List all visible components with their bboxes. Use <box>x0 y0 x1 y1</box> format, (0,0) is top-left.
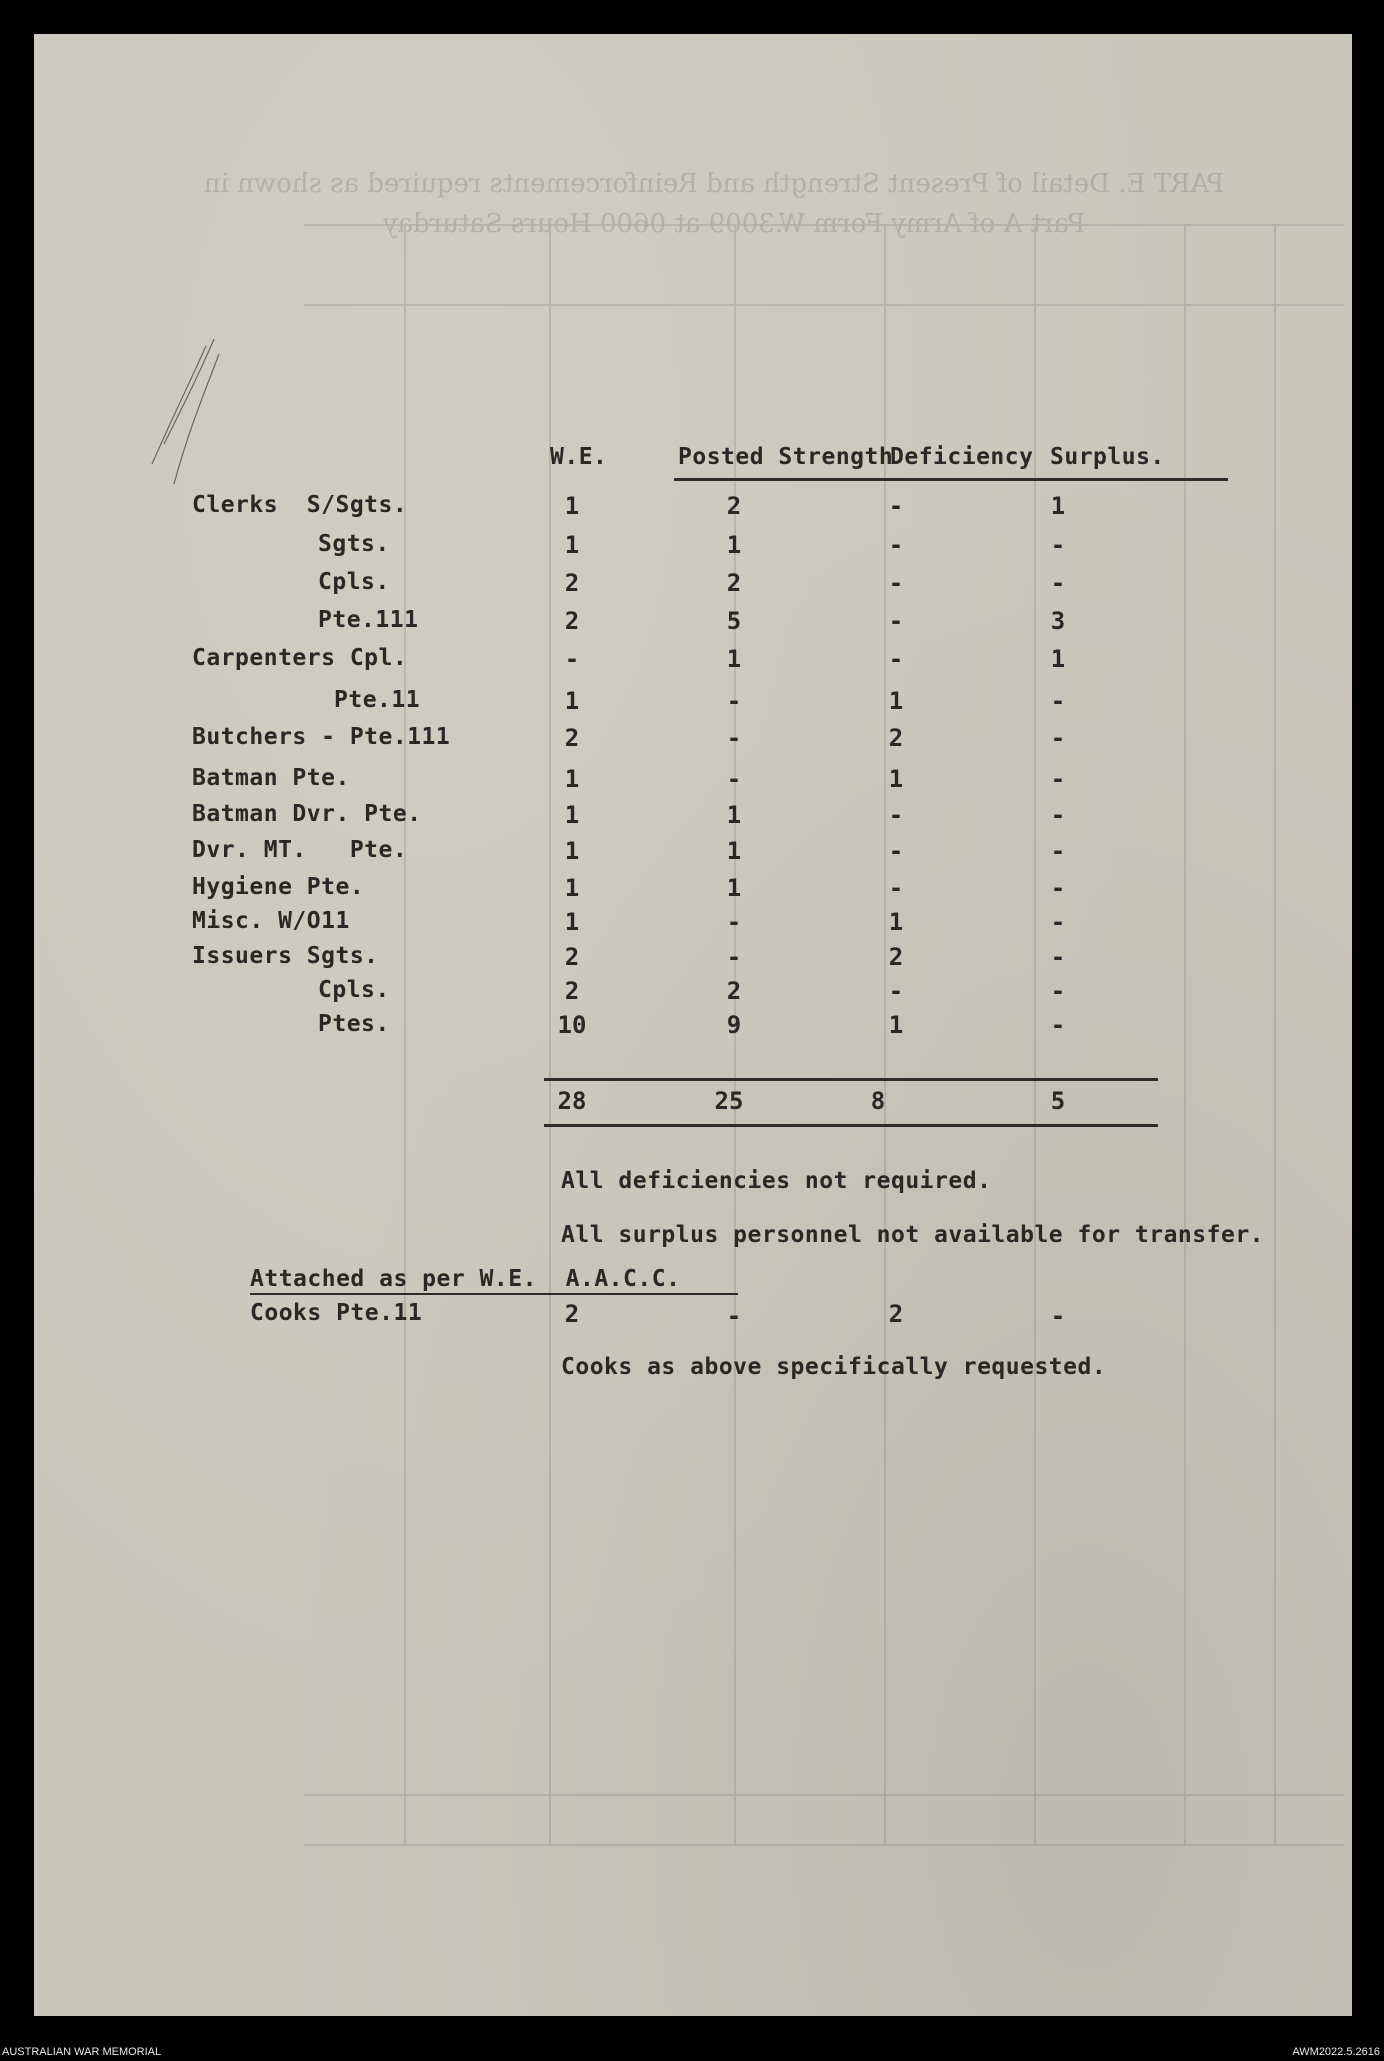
row-surplus-cell: - <box>1050 1011 1066 1039</box>
row-label: Pte.11 <box>334 687 421 713</box>
row-posted-cell: - <box>726 943 742 971</box>
row-label: Clerks S/Sgts. <box>192 492 408 518</box>
row-we-cell: 2 <box>564 977 580 1005</box>
row-deficiency-cell: 1 <box>888 765 904 793</box>
row-posted-cell: 1 <box>726 645 742 673</box>
row-posted-cell: 1 <box>726 837 742 865</box>
attached-heading: Attached as per W.E. A.A.C.C. <box>250 1266 681 1292</box>
header-posted-strength: Posted Strength <box>678 444 894 470</box>
ghost-title-line-2: Part A of Army Form W.3009 at 0600 Hours Saturday <box>382 209 1086 239</box>
row-we-cell: 1 <box>564 531 580 559</box>
row-posted-cell: - <box>726 724 742 752</box>
row-surplus-cell: - <box>1050 687 1066 715</box>
row-deficiency-cell: 1 <box>888 687 904 715</box>
row-we-cell: 2 <box>564 607 580 635</box>
row-deficiency-cell: - <box>888 645 904 673</box>
row-surplus-cell: - <box>1050 874 1066 902</box>
row-surplus-cell: - <box>1050 724 1066 752</box>
note-deficiencies: All deficiencies not required. <box>561 1168 992 1194</box>
row-surplus-cell: 1 <box>1050 492 1066 520</box>
attached-label: Cooks Pte.11 <box>250 1300 423 1326</box>
row-deficiency-cell: - <box>888 874 904 902</box>
row-we-cell: 2 <box>564 724 580 752</box>
row-label: Cpls. <box>318 569 390 595</box>
attached-posted: - <box>726 1302 742 1330</box>
total-rule-bottom <box>544 1124 1158 1127</box>
row-posted-cell: - <box>726 908 742 936</box>
cooks-note: Cooks as above specifically requested. <box>561 1354 1107 1380</box>
reverse-side-bleed-through <box>34 34 1352 2016</box>
pencil-mark <box>144 334 224 494</box>
header-underline <box>674 478 1228 481</box>
row-we-cell: - <box>564 645 580 673</box>
row-label: Misc. W/O11 <box>192 908 350 934</box>
footer-credit: AUSTRALIAN WAR MEMORIAL <box>2 2046 162 2058</box>
note-surplus: All surplus personnel not available for transfer. <box>561 1222 1265 1248</box>
row-surplus-cell: - <box>1050 531 1066 559</box>
row-surplus-cell: - <box>1050 837 1066 865</box>
header-surplus: Surplus. <box>1050 444 1165 470</box>
row-surplus-cell: - <box>1050 801 1066 829</box>
row-we-cell: 1 <box>564 765 580 793</box>
row-we-cell: 1 <box>564 687 580 715</box>
row-we-cell: 1 <box>564 492 580 520</box>
attached-heading-underline <box>250 1293 738 1295</box>
header-we: W.E. <box>550 444 608 470</box>
row-deficiency-cell: - <box>888 837 904 865</box>
row-label: Issuers Sgts. <box>192 943 379 969</box>
row-posted-cell: 2 <box>726 569 742 597</box>
row-label: Cpls. <box>318 977 390 1003</box>
row-deficiency-cell: - <box>888 977 904 1005</box>
total-we: 28 <box>557 1087 587 1115</box>
row-surplus-cell: 3 <box>1050 607 1066 635</box>
row-posted-cell: 5 <box>726 607 742 635</box>
row-posted-cell: 1 <box>726 874 742 902</box>
row-surplus-cell: 1 <box>1050 645 1066 673</box>
row-posted-cell: 1 <box>726 801 742 829</box>
row-label: Sgts. <box>318 531 390 557</box>
row-label: Butchers - Pte.111 <box>192 724 451 750</box>
row-posted-cell: 2 <box>726 492 742 520</box>
row-deficiency-cell: 2 <box>888 724 904 752</box>
row-label: Batman Dvr. Pte. <box>192 801 422 827</box>
row-posted-cell: - <box>726 765 742 793</box>
row-posted-cell: 1 <box>726 531 742 559</box>
ghost-title-line-1: PART E. Detail of Present Strength and Reinforcements required as shown in <box>203 169 1225 199</box>
header-deficiency: Deficiency <box>890 444 1034 470</box>
row-deficiency-cell: 1 <box>888 908 904 936</box>
row-posted-cell: 2 <box>726 977 742 1005</box>
footer-accession-number: AWM2022.5.2616 <box>1292 2046 1380 2058</box>
row-we-cell: 2 <box>564 569 580 597</box>
row-posted-cell: 9 <box>726 1011 742 1039</box>
row-we-cell: 2 <box>564 943 580 971</box>
total-rule-top <box>544 1078 1158 1081</box>
row-surplus-cell: - <box>1050 943 1066 971</box>
row-deficiency-cell: - <box>888 569 904 597</box>
total-posted: 25 <box>714 1087 744 1115</box>
row-we-cell: 1 <box>564 874 580 902</box>
attached-surplus: - <box>1050 1302 1066 1330</box>
row-label: Carpenters Cpl. <box>192 645 408 671</box>
row-we-cell: 10 <box>557 1011 587 1039</box>
row-deficiency-cell: 2 <box>888 943 904 971</box>
row-label: Dvr. MT. Pte. <box>192 837 408 863</box>
row-label: Pte.111 <box>318 607 419 633</box>
total-deficiency: 8 <box>870 1087 886 1115</box>
total-surplus: 5 <box>1050 1087 1066 1115</box>
row-we-cell: 1 <box>564 801 580 829</box>
document-sheet <box>34 34 1352 2016</box>
row-surplus-cell: - <box>1050 908 1066 936</box>
row-deficiency-cell: - <box>888 801 904 829</box>
row-label: Batman Pte. <box>192 765 350 791</box>
row-deficiency-cell: 1 <box>888 1011 904 1039</box>
row-label: Hygiene Pte. <box>192 874 365 900</box>
row-we-cell: 1 <box>564 908 580 936</box>
row-deficiency-cell: - <box>888 607 904 635</box>
attached-deficiency: 2 <box>888 1300 904 1328</box>
row-deficiency-cell: - <box>888 492 904 520</box>
archive-footer-bar <box>0 2016 1384 2061</box>
attached-we: 2 <box>564 1300 580 1328</box>
row-deficiency-cell: - <box>888 531 904 559</box>
row-surplus-cell: - <box>1050 569 1066 597</box>
row-posted-cell: - <box>726 687 742 715</box>
row-we-cell: 1 <box>564 837 580 865</box>
row-surplus-cell: - <box>1050 765 1066 793</box>
row-label: Ptes. <box>318 1011 390 1037</box>
row-surplus-cell: - <box>1050 977 1066 1005</box>
